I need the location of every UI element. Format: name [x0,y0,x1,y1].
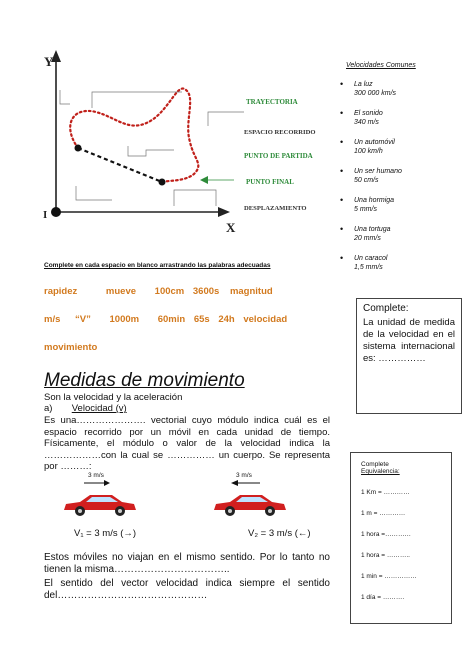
instructions-text: Complete en cada espacio en blanco arrastrando las palabras adecuadas [44,262,271,269]
displacement-line [78,148,162,182]
origin-marker: I [43,209,48,221]
draggable-word[interactable]: “V” [75,314,91,325]
list-item [338,109,468,138]
car2-speed-label: 3 m/s [236,472,252,479]
y-axis-label: Y [44,54,54,69]
complete-box-text[interactable]: La unidad de medida de la velocidad en el sistema internacional es: …………… [363,317,455,364]
speed-value: 300 000 km/s [354,90,397,97]
speed-value: 340 m/s [354,119,379,126]
connector-5 [174,190,216,206]
car2-arrow [228,479,262,487]
section-intro: Son la velocidad y la aceleración [44,392,183,403]
word-bank-row-2 [44,314,299,325]
speed-value: 20 mm/s [354,235,381,242]
term-desplazamiento: DESPLAZAMIENTO [244,205,307,212]
speed-name: • El sonido [354,110,383,117]
equivalence-row[interactable]: 1 día = ………. [361,594,405,601]
draggable-word[interactable]: 3600s [192,286,220,297]
complete-unit-box [356,298,462,414]
connector-4 [76,186,112,200]
velocity-item [44,403,330,415]
connector-1 [92,92,182,108]
car1-image [60,488,138,520]
equivalence-row[interactable]: 1 Km = ………… [361,489,410,496]
trajectory-diagram [34,46,334,246]
equivalence-row[interactable]: 1 hora =………… [361,531,412,538]
speed-value: 1,5 mm/s [354,264,383,271]
equivalence-title-2: Equivalencia: [361,468,400,475]
speed-name: • Una tortuga [354,226,391,233]
item-title: Velocidad (v) [71,403,127,414]
trajectory-curve [70,88,198,182]
term-trayectoria: TRAYECTORIA [246,98,298,106]
draggable-word[interactable]: movimiento [44,342,98,353]
speed-name: • Un caracol [354,255,388,262]
draggable-word[interactable]: 1000m [109,314,140,325]
equivalence-box [350,452,452,624]
closing-paragraph-1[interactable]: Estos móviles no viajan en el mismo sentido. Por lo tanto no tienen la misma…………………………….. [44,552,330,575]
connector-6 [208,112,244,126]
list-item [338,167,468,196]
velocity-paragraph[interactable]: Es una…………………. vectorial cuyo módulo indica cuál es el espacio recorrido por un móvil en cada unidad de tiempo. Físicamente, el módulo o valor de la velocidad indica la ………………con la cual se …………… un cuerpo. Se representa por ………: [44,415,330,472]
list-item [338,196,468,225]
list-item [338,138,468,167]
connector-3 [128,146,174,156]
equivalence-row[interactable]: 1 min = …………… [361,573,417,580]
draggable-word[interactable]: 65s [193,314,210,325]
complete-box-title: Complete: [363,303,409,314]
term-espacio-recorrido: ESPACIO RECORRIDO [244,129,316,136]
word-bank-row-3 [44,342,109,353]
list-item [338,80,468,109]
draggable-word[interactable]: m/s [44,314,61,325]
car1-speed-label: 3 m/s [88,472,104,479]
x-axis-arrow [218,207,230,217]
word-bank-row-1 [44,286,285,297]
term-pointer-arrow [200,176,208,184]
start-point [75,145,82,152]
closing-paragraph-2[interactable]: El sentido del vector velocidad indica siempre el sentido del……………………………………… [44,578,330,601]
equivalence-row[interactable]: 1 hora = ……….. [361,552,410,559]
term-punto-final: PUNTO FINAL [246,178,294,186]
item-letter: a) [44,403,53,414]
end-point [159,179,166,186]
origin-point [51,207,61,217]
equivalence-row[interactable]: 1 m = ………… [361,510,406,517]
speed-value: 100 km/h [354,148,383,155]
x-axis-label: X [226,220,236,235]
speed-value: 5 mm/s [354,206,377,213]
v1-label: V₁ = 3 m/s (→) [74,528,137,539]
list-item [338,225,468,254]
connector-2 [60,90,70,104]
draggable-word[interactable]: magnitud [229,286,273,297]
draggable-word[interactable]: mueve [105,286,137,297]
draggable-word[interactable]: 24h [218,314,235,325]
equivalence-title-1: Complete [361,461,389,468]
draggable-word[interactable]: 100cm [154,286,185,297]
draggable-word[interactable]: velocidad [243,314,288,325]
common-speeds-list [338,80,468,283]
term-punto-partida: PUNTO DE PARTIDA [244,152,313,160]
car1-arrow [82,479,112,487]
speed-name: • Un ser humano [354,168,402,175]
speed-name: • Un automóvil [354,139,395,146]
speed-name: • La luz [354,81,373,88]
speed-value: 50 cm/s [354,177,379,184]
car2-image [210,488,288,520]
common-speeds-title: Velocidades Comunes [346,62,416,69]
v2-label: V₂ = 3 m/s (←) [248,528,311,539]
speed-name: • Una hormiga [354,197,395,204]
draggable-word[interactable]: rapidez [44,286,78,297]
section-heading: Medidas de movimiento [44,370,245,391]
draggable-word[interactable]: 60min [157,314,186,325]
list-item [338,254,468,283]
